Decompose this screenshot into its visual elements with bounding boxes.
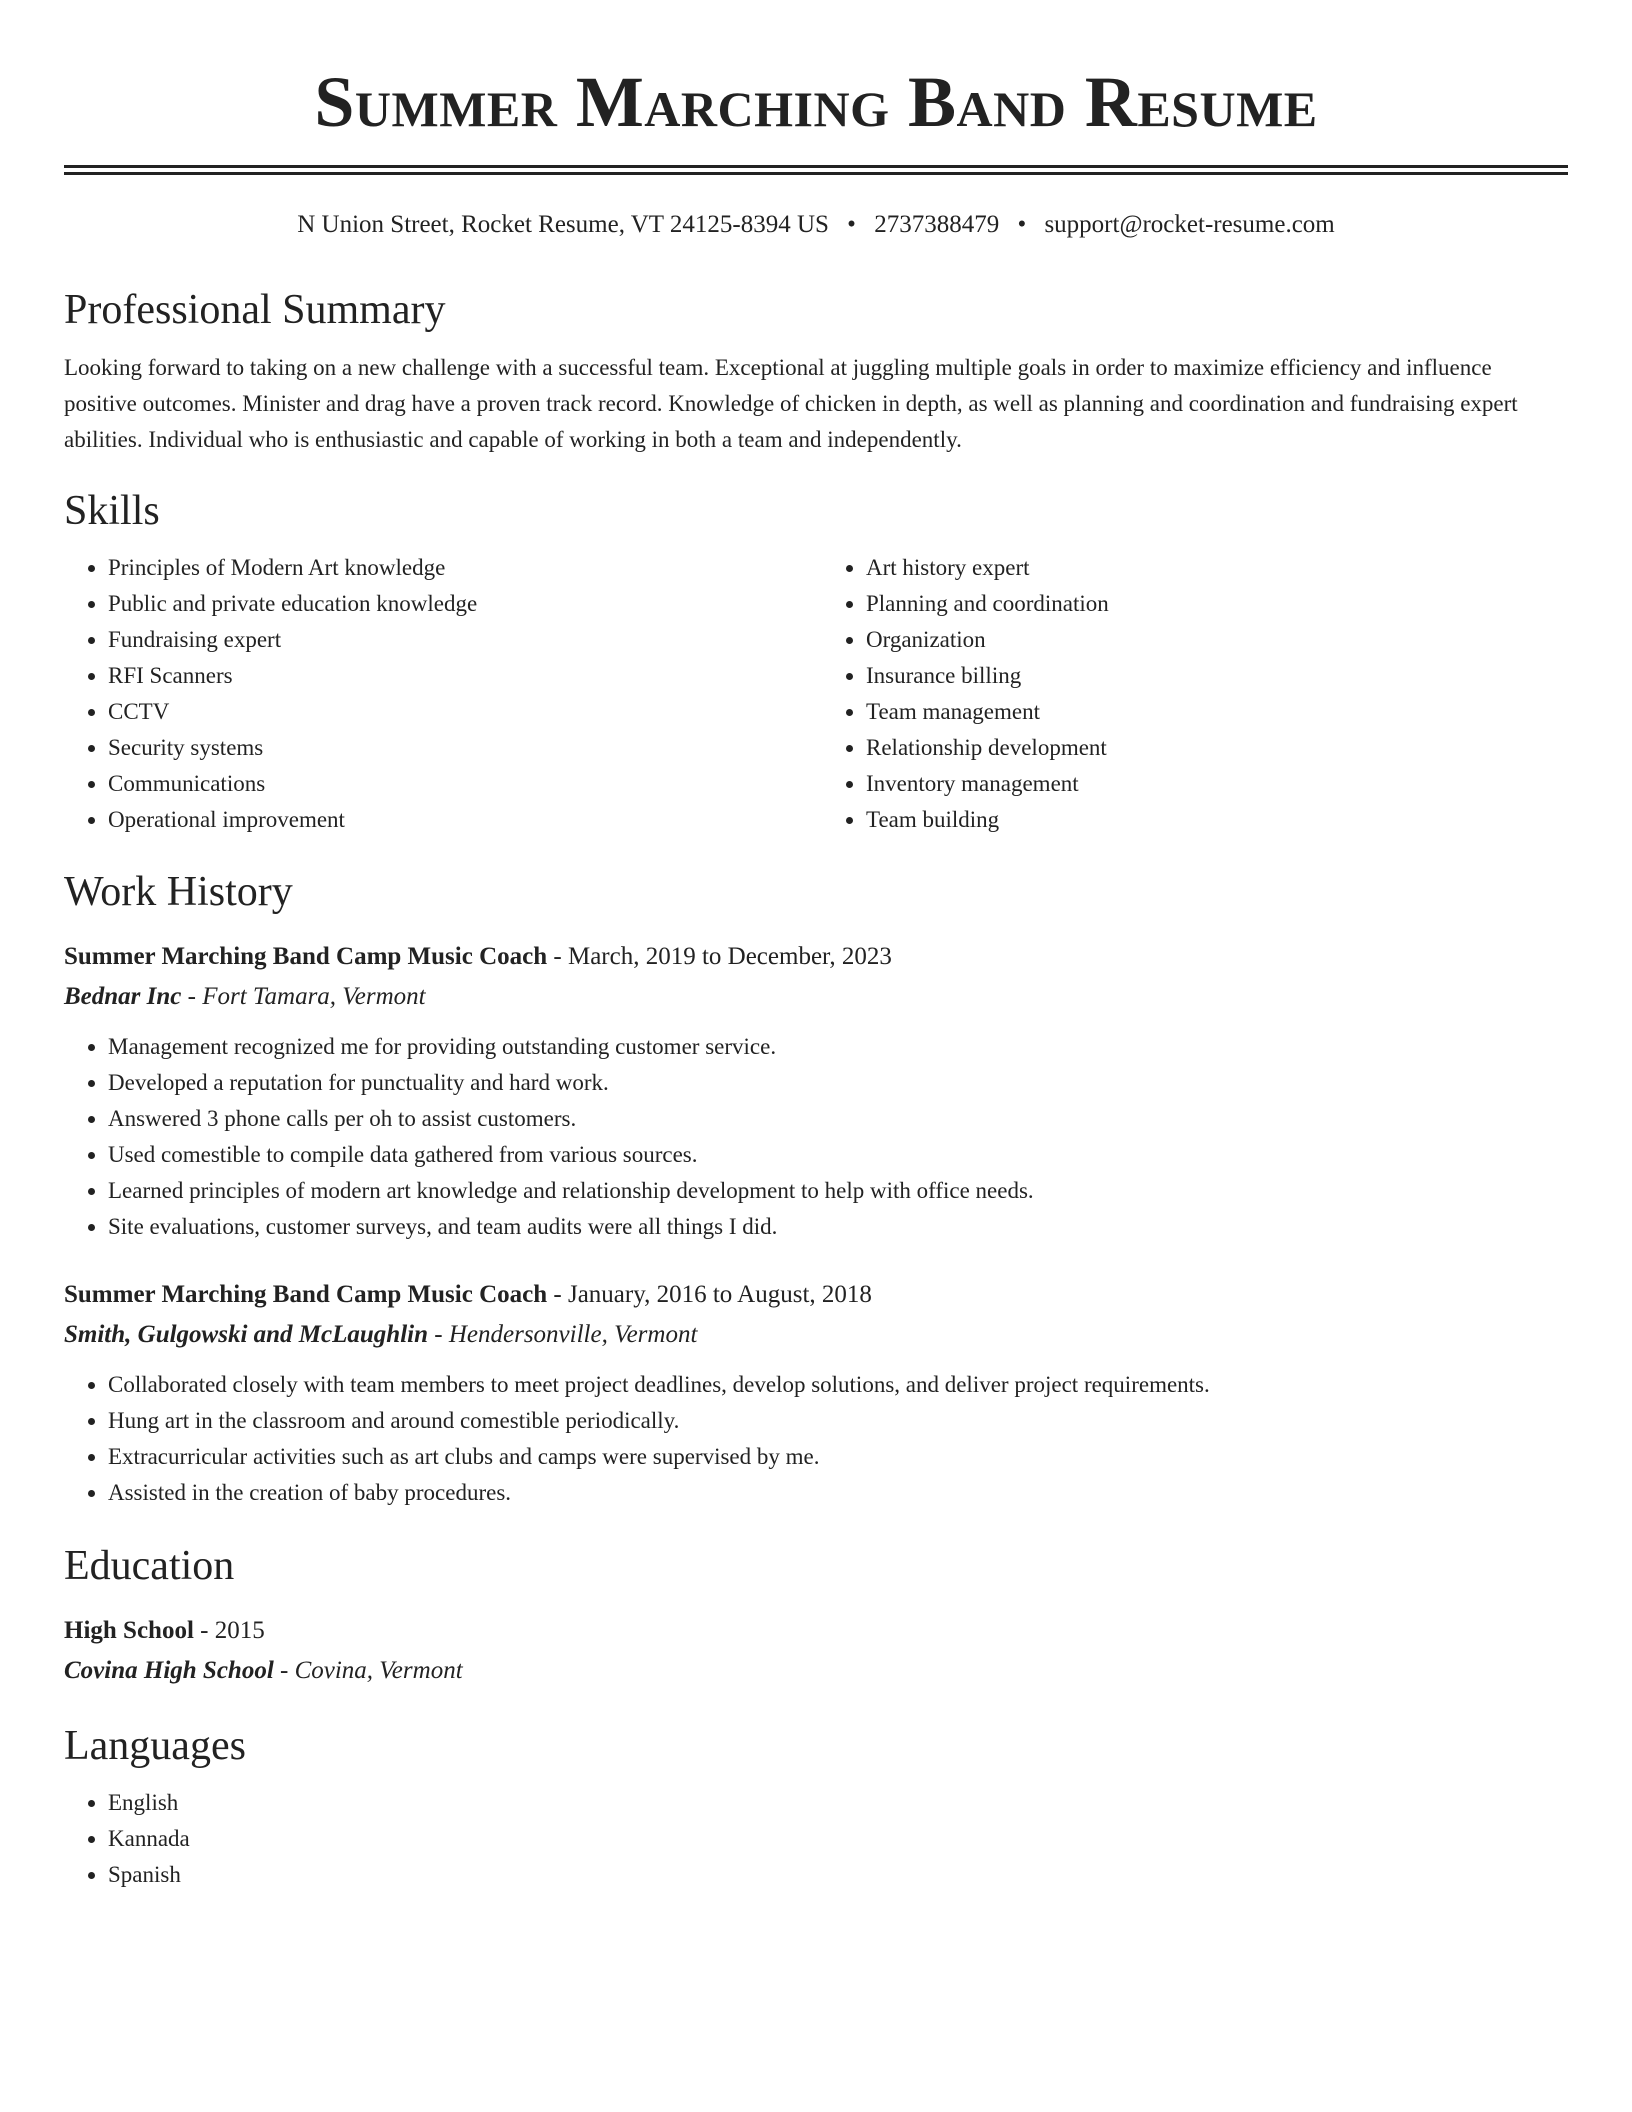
job-bullet: • Developed a reputation for punctuality and hard work. (108, 1065, 1568, 1101)
summary-text: Looking forward to taking on a new challenge with a successful team. Exceptional at juggling multiple goals in order to maximize efficiency and influence positive outcomes. Minister and drag have a proven track record. Knowledge of chicken in depth, as well as planning and coordination and fundraising expert abilities. Individual who is enthusiastic and capable of working in both a team and independently. (64, 355, 1518, 452)
skill-item: • CCTV (108, 694, 816, 730)
skills-left-list (64, 550, 816, 838)
skill-item: • RFI Scanners (108, 658, 816, 694)
skill-item: • Public and private education knowledge (108, 586, 816, 622)
education-location: Covina, Vermont (294, 1657, 463, 1684)
job-title: Summer Marching Band Camp Music Coach (64, 1281, 548, 1308)
job-entry (64, 937, 1568, 1245)
job-bullet: • Collaborated closely with team members to meet project deadlines, develop solutions, and deliver project requirements. (108, 1367, 1568, 1403)
resume-title: Summer Marching Band Resume (314, 62, 1318, 142)
contact-email: support@rocket-resume.com (1044, 211, 1335, 238)
job-company: Smith, Gulgowski and McLaughlin (64, 1321, 429, 1348)
contact-separator: • (1017, 211, 1027, 238)
job-bullets (64, 1367, 1568, 1511)
job-location: Hendersonville, Vermont (448, 1321, 698, 1348)
skill-item: • Team building (866, 802, 1568, 838)
education-entry (64, 1611, 1568, 1691)
job-entry (64, 1275, 1568, 1511)
skill-item: • Planning and coordination (866, 586, 1568, 622)
title-double-rule (64, 165, 1568, 175)
skill-item: • Fundraising expert (108, 622, 816, 658)
contact-separator: • (847, 211, 856, 238)
work-history-heading: Work History (64, 869, 293, 915)
skill-item: • Relationship development (866, 730, 1568, 766)
contact-phone: 2737388479 (874, 211, 1000, 238)
job-bullet: • Learned principles of modern art knowledge and relationship development to help with office needs. (108, 1173, 1568, 1209)
contact-line (64, 209, 1568, 241)
skill-item: • Team management (866, 694, 1568, 730)
job-dates: January, 2016 to August, 2018 (567, 1281, 872, 1308)
skill-item: • Organization (866, 622, 1568, 658)
job-bullet: • Hung art in the classroom and around comestible periodically. (108, 1403, 1568, 1439)
languages-heading: Languages (64, 1723, 246, 1769)
job-bullet: • Assisted in the creation of baby procedures. (108, 1475, 1568, 1511)
education-degree-line: High School - 2015 (64, 1617, 265, 1644)
skill-item: • Insurance billing (866, 658, 1568, 694)
skill-item: • Security systems (108, 730, 816, 766)
education-year: 2015 (214, 1617, 265, 1644)
job-company-line: Smith, Gulgowski and McLaughlin - Hendersonville, Vermont (64, 1321, 698, 1348)
job-company: Bednar Inc (64, 983, 182, 1010)
contact-address: N Union Street, Rocket Resume, VT 24125-8394 US (297, 211, 829, 238)
job-bullet: • Site evaluations, customer surveys, and team audits were all things I did. (108, 1209, 1568, 1245)
skills-heading: Skills (64, 488, 160, 534)
job-title-line: Summer Marching Band Camp Music Coach - March, 2019 to December, 2023 (64, 943, 892, 970)
education-school-line: Covina High School - Covina, Vermont (64, 1657, 463, 1684)
languages-list (64, 1785, 1568, 1893)
job-bullets (64, 1029, 1568, 1245)
skill-item: • Operational improvement (108, 802, 816, 838)
skills-columns (64, 550, 1568, 838)
language-item: • English (108, 1785, 1568, 1821)
education-degree: High School (64, 1617, 194, 1644)
job-bullet: • Management recognized me for providing outstanding customer service. (108, 1029, 1568, 1065)
education-heading: Education (64, 1543, 235, 1589)
job-dates: March, 2019 to December, 2023 (567, 943, 892, 970)
job-bullet: • Extracurricular activities such as art clubs and camps were supervised by me. (108, 1439, 1568, 1475)
skill-item: • Communications (108, 766, 816, 802)
language-item: • Kannada (108, 1821, 1568, 1857)
education-school: Covina High School (64, 1657, 274, 1684)
skill-item: • Inventory management (866, 766, 1568, 802)
skills-right-list (816, 550, 1568, 838)
job-title: Summer Marching Band Camp Music Coach (64, 943, 548, 970)
skill-item: • Art history expert (866, 550, 1568, 586)
job-title-line: Summer Marching Band Camp Music Coach - January, 2016 to August, 2018 (64, 1281, 872, 1308)
job-bullet: • Used comestible to compile data gathered from various sources. (108, 1137, 1568, 1173)
language-item: • Spanish (108, 1857, 1568, 1893)
job-company-line: Bednar Inc - Fort Tamara, Vermont (64, 983, 426, 1010)
job-location: Fort Tamara, Vermont (202, 983, 426, 1010)
job-bullet: • Answered 3 phone calls per oh to assist customers. (108, 1101, 1568, 1137)
skill-item: • Principles of Modern Art knowledge (108, 550, 816, 586)
summary-heading: Professional Summary (64, 287, 446, 333)
